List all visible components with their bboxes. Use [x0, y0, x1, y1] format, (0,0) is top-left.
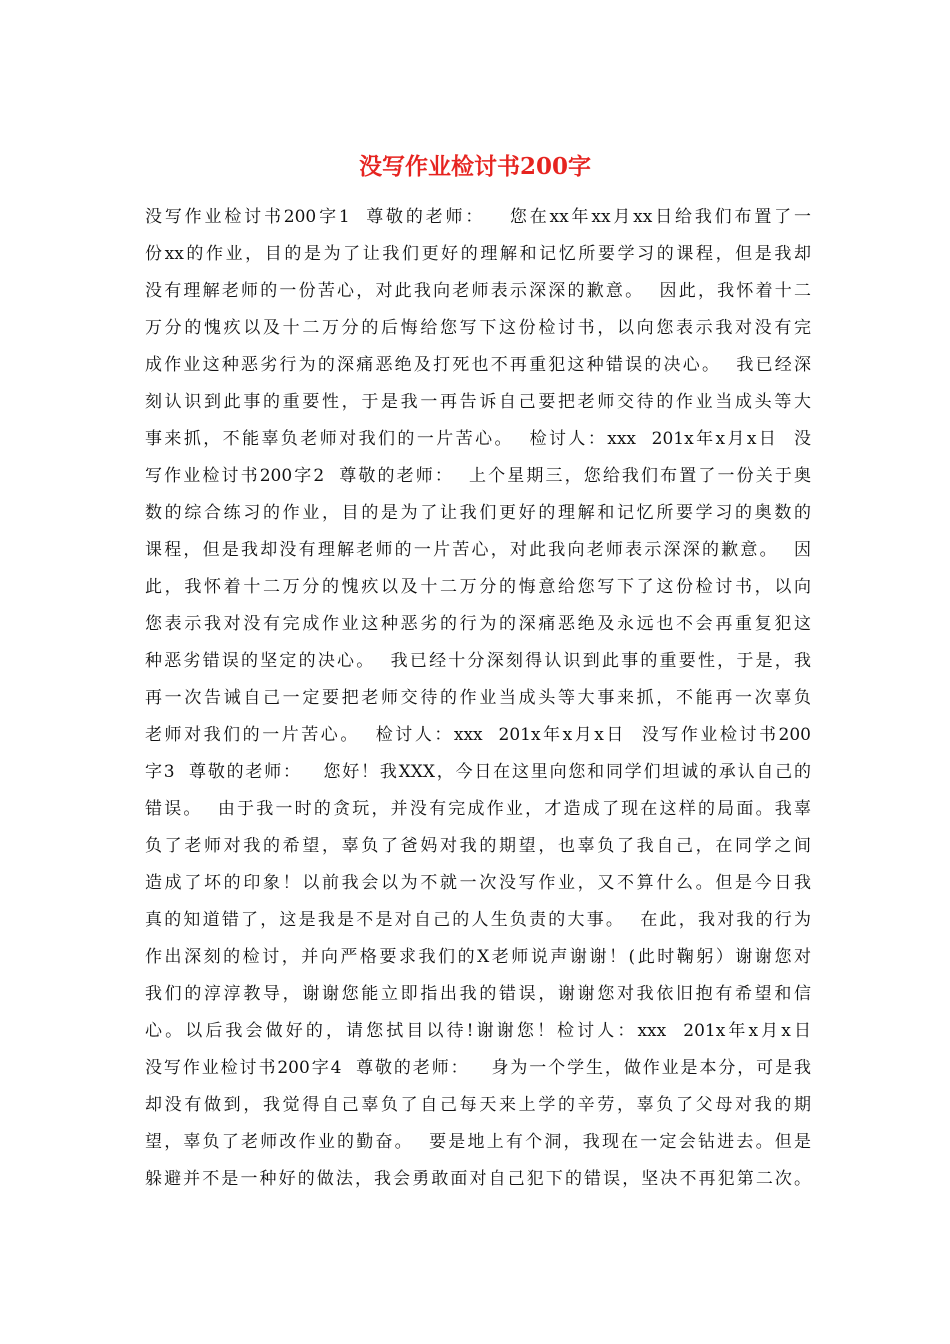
text-line: 真的知道错了，这是我是不是对自己的人生负责的大事。 在此，我对我的行为 — [145, 910, 811, 930]
text-line: 课程，但是我却没有理解老师的一片苦心，对此我向老师表示深深的歉意。 因 — [145, 540, 811, 560]
text-line: 您表示我对没有完成作业这种恶劣的行为的深痛恶绝及永远也不会再重复犯这 — [145, 614, 811, 634]
text-line: 种恶劣错误的坚定的决心。 我已经十分深刻得认识到此事的重要性，于是，我 — [145, 651, 811, 671]
document-body — [145, 199, 811, 1198]
text-line: 刻认识到此事的重要性，于是我一再告诉自己要把老师交待的作业当成头等大 — [145, 392, 811, 412]
text-line: 我们的淳淳教导，谢谢您能立即指出我的错误，谢谢您对我依旧抱有希望和信 — [145, 984, 811, 1004]
text-line: 万分的愧疚以及十二万分的后悔给您写下这份检讨书，以向您表示我对没有完 — [145, 318, 811, 338]
text-line: 负了老师对我的希望，辜负了爸妈对我的期望，也辜负了我自己，在同学之间 — [145, 836, 811, 856]
text-line: 老师对我们的一片苦心。 检讨人：xxx 201x年x月x日 没写作业检讨书200 — [145, 725, 811, 745]
text-line: 错误。 由于我一时的贪玩，并没有完成作业，才造成了现在这样的局面。我辜 — [145, 799, 811, 819]
text-line: 造成了坏的印象！以前我会以为不就一次没写作业，又不算什么。但是今日我 — [145, 873, 811, 893]
text-line: 却没有做到，我觉得自己辜负了自己每天来上学的辛劳，辜负了父母对我的期 — [145, 1095, 811, 1115]
text-line: 望，辜负了老师改作业的勤奋。 要是地上有个洞，我现在一定会钻进去。但是 — [145, 1132, 811, 1152]
text-line: 字3 尊敬的老师： 您好！我XXX，今日在这里向您和同学们坦诚的承认自己的 — [145, 762, 811, 782]
text-line: 成作业这种恶劣行为的深痛恶绝及打死也不再重犯这种错误的决心。 我已经深 — [145, 355, 811, 375]
text-line: 份xx的作业，目的是为了让我们更好的理解和记忆所要学习的课程，但是我却 — [145, 244, 811, 264]
text-line: 心。以后我会做好的，请您拭目以待!谢谢您！检讨人：xxx 201x年x月x日 — [145, 1021, 811, 1041]
text-line: 数的综合练习的作业，目的是为了让我们更好的理解和记忆所要学习的奥数的 — [145, 503, 811, 523]
text-line: 没写作业检讨书200字1 尊敬的老师： 您在xx年xx月xx日给我们布置了一 — [145, 207, 811, 227]
text-line: 躲避并不是一种好的做法，我会勇敢面对自己犯下的错误，坚决不再犯第二次。 — [145, 1169, 811, 1189]
text-line: 此，我怀着十二万分的愧疚以及十二万分的悔意给您写下了这份检讨书，以向 — [145, 577, 811, 597]
text-line: 没写作业检讨书200字4 尊敬的老师： 身为一个学生，做作业是本分，可是我 — [145, 1058, 811, 1078]
text-line: 写作业检讨书200字2 尊敬的老师： 上个星期三，您给我们布置了一份关于奥 — [145, 466, 811, 486]
text-line: 事来抓，不能辜负老师对我们的一片苦心。 检讨人：xxx 201x年x月x日 没 — [145, 429, 811, 449]
text-line: 作出深刻的检讨，并向严格要求我们的X老师说声谢谢！(此时鞠躬）谢谢您对 — [145, 947, 811, 967]
text-line: 再一次告诫自己一定要把老师交待的作业当成头等大事来抓，不能再一次辜负 — [145, 688, 811, 708]
document-title: 没写作业检讨书200字 — [358, 153, 591, 180]
text-line: 没有理解老师的一份苦心，对此我向老师表示深深的歉意。 因此，我怀着十二 — [145, 281, 811, 301]
